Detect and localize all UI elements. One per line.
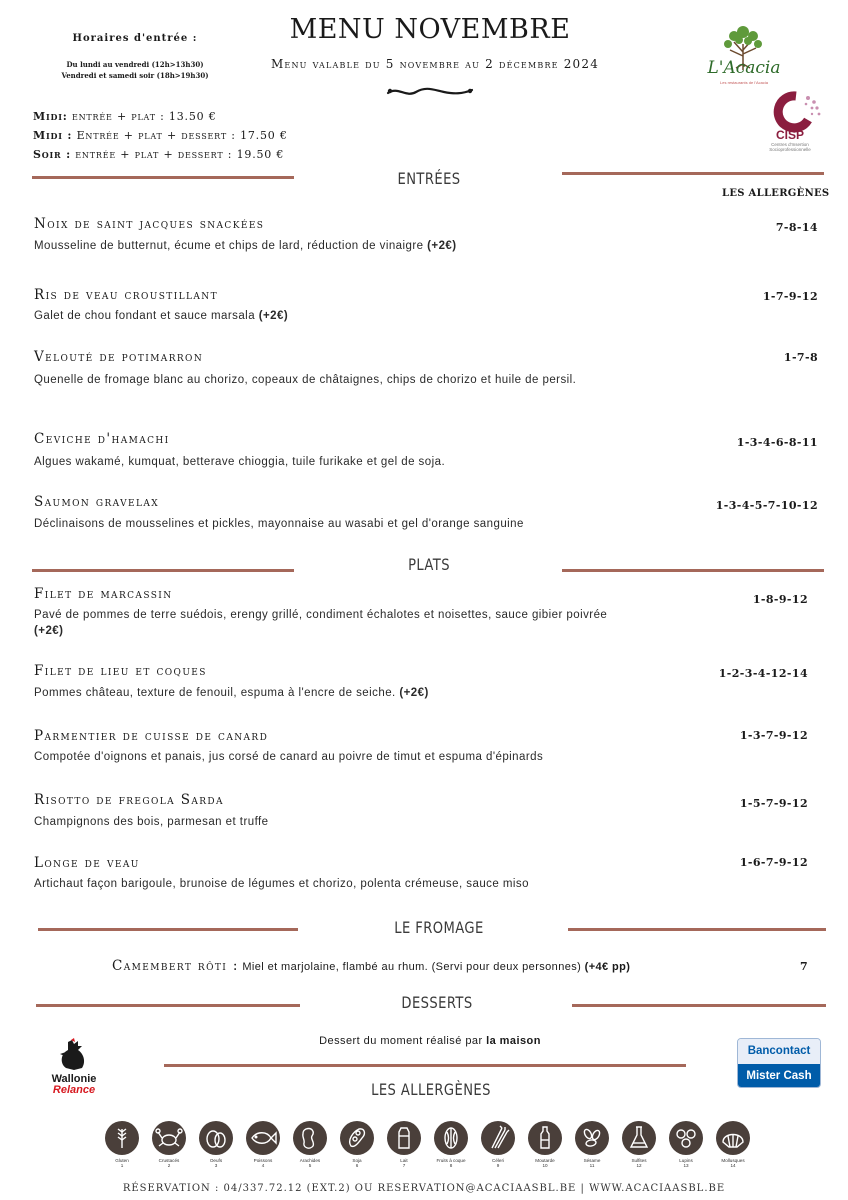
price-line-evening <box>33 148 284 161</box>
dish-allergens: 1-3-7-9-12 <box>739 729 808 742</box>
allergen-name: Arachides <box>299 1158 321 1163</box>
peanut-icon <box>292 1120 328 1156</box>
allergen-name: Gluten <box>115 1158 129 1163</box>
allergen-name: Lupins <box>679 1158 693 1163</box>
allergen-number: 7 <box>402 1163 406 1168</box>
reservation-footer: RÉSERVATION : 04/337.72.12 (EXT.2) OU RESERVATION@ACACIAASBL.BE | WWW.ACACIAASBL.BE <box>122 1183 726 1194</box>
price-line-lunch <box>33 110 217 123</box>
allergen-item <box>147 1120 191 1168</box>
egg-icon <box>198 1120 234 1156</box>
dish-allergens: 1-5-7-9-12 <box>739 797 808 810</box>
dish-name: Longe de veau <box>34 855 140 871</box>
dish-allergens: 1-7-8 <box>783 351 818 364</box>
divider-bar <box>568 928 826 931</box>
dish-description: Algues wakamé, kumquat, betterave chioggia, tuile furikake et gel de soja. <box>34 456 446 468</box>
dish-name: Noix de saint jacques snackées <box>34 216 265 232</box>
allergen-number: 9 <box>496 1163 500 1168</box>
allergen-name: Fruits à coque <box>436 1158 466 1163</box>
allergen-item <box>241 1120 285 1168</box>
section-title-desserts: DESSERTS <box>401 993 473 1012</box>
divider-bar <box>562 172 824 175</box>
allergen-item <box>570 1120 614 1168</box>
dish-name: Ceviche d'hamachi <box>34 431 170 447</box>
dish-name: Filet de marcassin <box>34 586 173 602</box>
price-text: Entrée + plat + dessert : 17.50 € <box>72 129 288 142</box>
dish-allergens: 1-6-7-9-12 <box>739 856 808 869</box>
dish-description: Déclinaisons de mousselines et pickles, mayonnaise au wasabi et gel d'orange sanguine <box>34 518 524 530</box>
allergen-name: Lait <box>400 1158 408 1163</box>
allergen-item <box>664 1120 708 1168</box>
allergen-item <box>288 1120 332 1168</box>
hours-line-evening: Vendredi et samedi soir (18h>19h30) <box>61 71 209 80</box>
hours-title: Horaires d'entrée : <box>72 33 198 44</box>
mustard-icon <box>527 1120 563 1156</box>
dish-description: Galet de chou fondant et sauce marsala (+2€) <box>34 310 289 322</box>
acacia-logo-text: L'Acacia <box>707 58 781 78</box>
supplement-badge: (+2€) <box>34 625 64 637</box>
divider-bar <box>164 1064 686 1067</box>
dish-allergens: 1-3-4-6-8-11 <box>736 436 818 449</box>
allergen-number: 2 <box>167 1163 171 1168</box>
allergen-number: 13 <box>683 1163 689 1168</box>
dessert-item: Dessert du moment réalisé par la maison <box>319 1035 541 1047</box>
bancontact-text: Bancontact <box>738 1039 820 1064</box>
dish-allergens: 1-8-9-12 <box>752 593 808 606</box>
shell-icon <box>715 1120 751 1156</box>
divider-bar <box>562 569 824 572</box>
allergen-item <box>476 1120 520 1168</box>
dish-name: Ris de veau croustillant <box>34 287 218 303</box>
allergen-name: Sésame <box>583 1158 601 1163</box>
dish-allergens: 1-2-3-4-12-14 <box>718 667 808 680</box>
allergen-name: Poissons <box>253 1158 273 1163</box>
dish-description: Mousseline de butternut, écume et chips de lard, réduction de vinaigre (+2€) <box>34 240 457 252</box>
dish-name: Parmentier de cuisse de canard <box>34 728 269 744</box>
allergen-item <box>382 1120 426 1168</box>
milk-icon <box>386 1120 422 1156</box>
price-line-lunch-dessert <box>33 129 288 142</box>
allergen-name: Oeufs <box>209 1158 223 1163</box>
hours-line-weekday: Du lundi au vendredi (12h>13h30) <box>66 60 204 69</box>
dish-allergens: 1-3-4-5-7-10-12 <box>715 499 818 512</box>
dish-description: Quenelle de fromage blanc au chorizo, copeaux de châtaignes, chips de chorizo et huile de persil. <box>34 374 577 386</box>
section-title-allergenes: LES ALLERGÈNES <box>371 1080 491 1099</box>
validity-period: Menu valable du 5 novembre au 2 décembre 2024 <box>270 57 600 71</box>
allergen-item <box>194 1120 238 1168</box>
divider-bar <box>36 1004 300 1007</box>
allergen-number: 10 <box>542 1163 548 1168</box>
acacia-logo-tagline: Les restaurants de l'Acacia <box>720 80 768 85</box>
allergen-item <box>100 1120 144 1168</box>
supplement-badge: (+2€) <box>399 687 429 699</box>
allergen-number: 11 <box>589 1163 595 1168</box>
dish-description: Champignons des bois, parmesan et truffe <box>34 816 269 828</box>
dish-allergens: 1-7-9-12 <box>762 290 818 303</box>
dish-name: Velouté de potimarron <box>34 349 204 365</box>
allergen-number: 12 <box>636 1163 642 1168</box>
allergen-number: 8 <box>449 1163 453 1168</box>
supplement-badge: (+4€ pp) <box>584 961 631 973</box>
supplement-badge: (+2€) <box>427 240 457 252</box>
divider-bar <box>38 928 298 931</box>
section-title-plats: PLATS <box>408 555 450 574</box>
dish-description: Pommes château, texture de fenouil, espuma à l'encre de seiche. (+2€) <box>34 687 429 699</box>
allergen-number: 3 <box>214 1163 218 1168</box>
dish-name: Camembert rôti : <box>112 958 239 974</box>
fish-icon <box>245 1120 281 1156</box>
allergen-name: Mollusques <box>721 1158 745 1163</box>
bancontact-logo <box>737 1038 821 1088</box>
celery-icon <box>480 1120 516 1156</box>
mistercash-text: Mister Cash <box>738 1064 820 1088</box>
nut-icon <box>433 1120 469 1156</box>
sulphite-icon <box>621 1120 657 1156</box>
allergen-item <box>617 1120 661 1168</box>
price-label: Midi : <box>33 129 73 142</box>
dish-description: Miel et marjolaine, flambé au rhum. (Servi pour deux personnes) <box>238 961 585 973</box>
section-title-entrees: ENTRÉES <box>397 169 461 188</box>
allergen-name: Céleri <box>492 1158 504 1163</box>
dish-description: Compotée d'oignons et panais, jus corsé de canard au poivre de timut et espuma d'épinards <box>34 751 544 763</box>
dish-description: Pavé de pommes de terre suédois, erengy grillé, condiment échalotes et noisettes, sauce gibier poivrée (+2€) <box>34 609 608 637</box>
allergen-column-header: LES ALLERGÈNES <box>722 188 830 199</box>
page-title: MENU NOVEMBRE <box>289 14 571 45</box>
dish-name: Saumon gravelax <box>34 494 160 510</box>
price-label: Soir : <box>33 148 71 161</box>
dish-name: Filet de lieu et coques <box>34 663 207 679</box>
allergen-name: Soja <box>352 1158 362 1163</box>
allergen-number: 5 <box>308 1163 312 1168</box>
price-text: entrée + plat : 13.50 € <box>67 110 217 123</box>
allergen-name: Crustacés <box>158 1158 180 1163</box>
divider-bar <box>32 569 294 572</box>
fromage-item <box>112 958 630 974</box>
dish-allergens: 7-8-14 <box>775 221 818 234</box>
lupin-icon <box>668 1120 704 1156</box>
crab-icon <box>151 1120 187 1156</box>
allergen-number: 4 <box>261 1163 265 1168</box>
wallonie-logo-text: Wallonie <box>51 1073 97 1085</box>
allergen-number: 6 <box>355 1163 359 1168</box>
allergen-number: 1 <box>120 1163 124 1168</box>
section-title-fromage: LE FROMAGE <box>394 918 484 937</box>
divider-bar <box>32 176 294 179</box>
divider-bar <box>572 1004 826 1007</box>
soy-icon <box>339 1120 375 1156</box>
dish-description: Artichaut façon barigoule, brunoise de légumes et chorizo, polenta crémeuse, sauce miso <box>34 878 529 890</box>
price-label: Midi: <box>33 110 68 123</box>
allergen-number: 14 <box>730 1163 736 1168</box>
dish-name: Risotto de fregola Sarda <box>34 792 224 808</box>
sesame-icon <box>574 1120 610 1156</box>
cisp-logo-tagline: Centres d'Insertion Socioprofessionnelle <box>769 142 811 152</box>
allergen-item <box>523 1120 567 1168</box>
wheat-icon <box>104 1120 140 1156</box>
supplement-badge: (+2€) <box>258 310 289 322</box>
allergen-item <box>335 1120 379 1168</box>
allergen-name: Moutarde <box>535 1158 555 1163</box>
cisp-logo-text: CISP <box>775 128 804 142</box>
dish-allergens: 7 <box>799 960 808 973</box>
relance-logo-text: Relance <box>52 1084 96 1096</box>
price-text: entrée + plat + dessert : 19.50 € <box>71 148 285 161</box>
allergen-item <box>429 1120 473 1168</box>
ornament-icon <box>384 84 476 100</box>
allergen-name: Sulfites <box>631 1158 647 1163</box>
allergen-item <box>711 1120 755 1168</box>
